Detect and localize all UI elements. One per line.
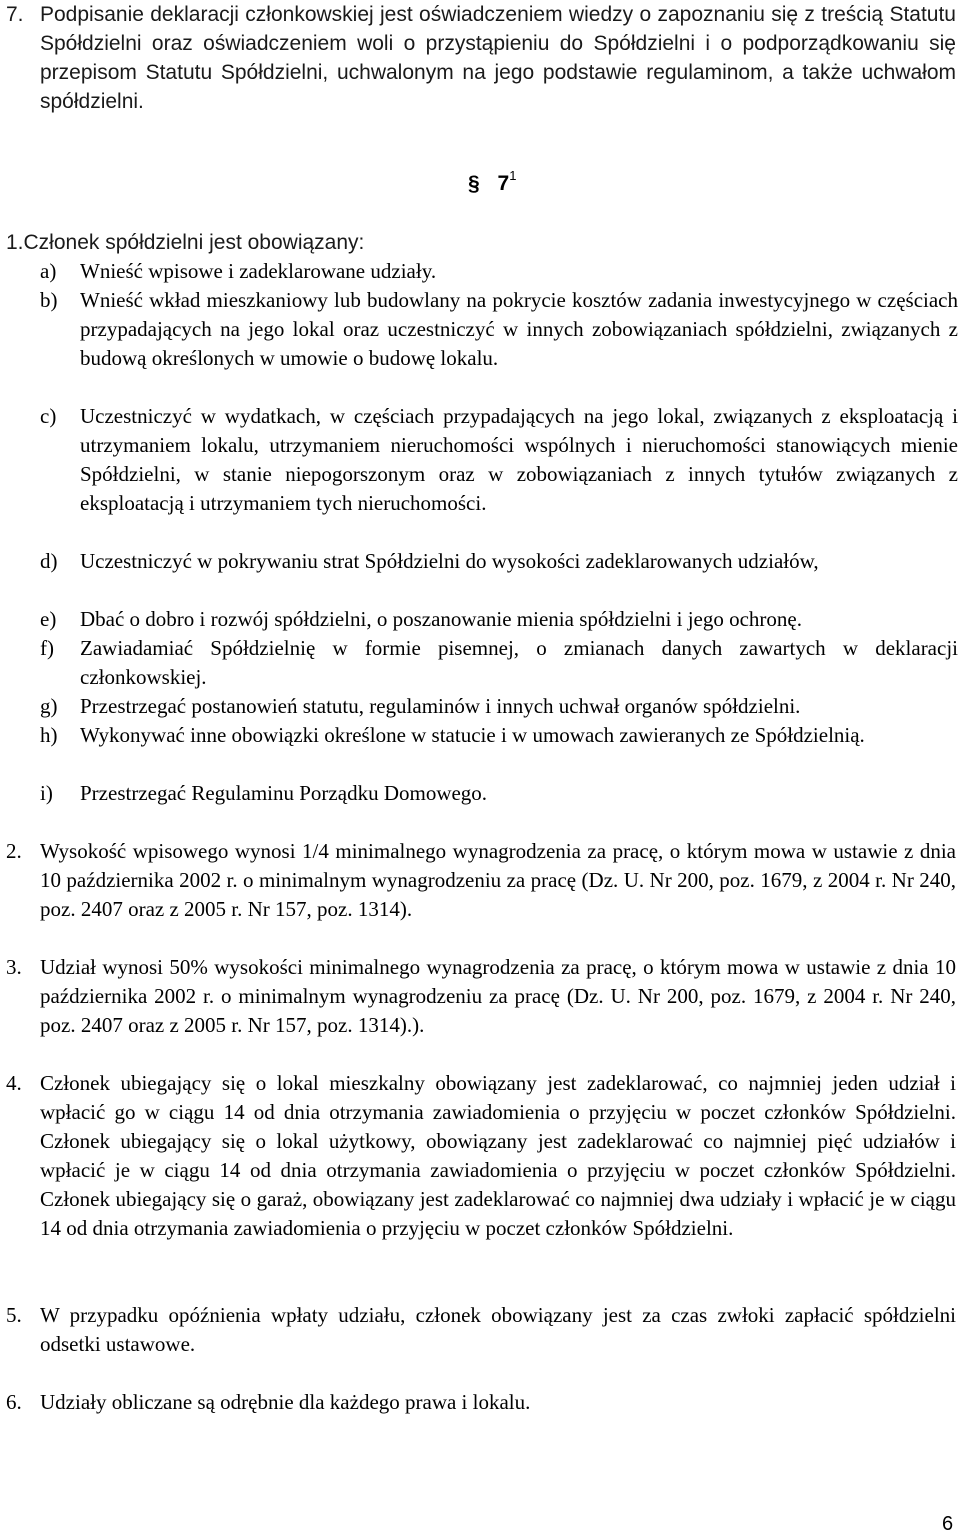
- point-2-number: 2.: [6, 839, 22, 863]
- list-item-label: d): [40, 549, 58, 573]
- list-item-text: Przestrzegać Regulaminu Porządku Domowego.: [80, 781, 488, 805]
- list-item: [40, 605, 958, 634]
- section-number: 7: [497, 172, 510, 195]
- item-7-number: 7.: [6, 3, 24, 26]
- list-item-text: Wykonywać inne obowiązki określone w statucie i w umowach zawieranych ze Spółdzielnią.: [80, 723, 865, 747]
- paragraph-point-4: [6, 1069, 956, 1243]
- list-item-text: Dbać o dobro i rozwój spółdzielni, o poszanowanie mienia spółdzielni i jego ochronę.: [80, 607, 802, 631]
- paragraph-point-5: [6, 1301, 956, 1359]
- list-item: [40, 286, 958, 373]
- paragraph-item-7: [6, 0, 956, 116]
- list-item-label: h): [40, 723, 58, 747]
- list-item-text: Zawiadamiać Spółdzielnię w formie pisemnej, o zmianach danych zawartych w deklaracji członkowskiej.: [80, 636, 958, 689]
- point-1-intro: 1.Członek spółdzielni jest obowiązany:: [6, 231, 365, 254]
- paragraph-point-3: [6, 953, 956, 1040]
- point-6-number: 6.: [6, 1390, 22, 1414]
- point-4-number: 4.: [6, 1071, 22, 1095]
- list-item-text: Uczestniczyć w pokrywaniu strat Spółdzielni do wysokości zadeklarowanych udziałów,: [80, 549, 819, 573]
- paragraph-point-2: [6, 837, 956, 924]
- list-item-label: i): [40, 781, 53, 805]
- page-number: 6: [942, 1513, 954, 1535]
- point-3-number: 3.: [6, 955, 22, 979]
- list-item-text: Wnieść wpisowe i zadeklarowane udziały.: [80, 259, 437, 283]
- list-item: [40, 402, 958, 518]
- list-item: [40, 692, 958, 721]
- list-item-label: g): [40, 694, 58, 718]
- list-item-text: Wnieść wkład mieszkaniowy lub budowlany na pokrycie kosztów zadania inwestycyjnego w częściach przypadających na jego lokal oraz uczestniczyć w innych zobowiązaniach spółdzielni, związanych z budową określonych w umowie o budowę lokalu.: [80, 288, 958, 370]
- list-item: [40, 779, 958, 808]
- section-sign: §: [468, 172, 480, 195]
- point-2-text: Wysokość wpisowego wynosi 1/4 minimalnego wynagrodzenia za pracę, o którym mowa w ustawie z dnia 10 października 2002 r. o minimalnym wynagrodzeniu za pracę (Dz. U. Nr 200, poz. 1679, z 2004 r. Nr 240, poz. 2407 oraz z 2005 r. Nr 157, poz. 1314).: [40, 839, 956, 921]
- list-item: [40, 634, 958, 692]
- point-5-text: W przypadku opóźnienia wpłaty udziału, członek obowiązany jest za czas zwłoki zapłacić spółdzielni odsetki ustawowe.: [40, 1303, 956, 1356]
- point-4-text: Członek ubiegający się o lokal mieszkalny obowiązany jest zadeklarować, co najmniej jeden udział i wpłacić go w ciągu 14 od dnia otrzymania zawiadomienia o przyjęciu w poczet członków Spółdzielni. Członek ubiegający się o lokal użytkowy, obowiązany jest zadeklarować co najmniej pięć udziałów i wpłacić je w ciągu 14 od dnia otrzymania zawiadomienia o przyjęciu w poczet członków Spółdzielni. Członek ubiegający się o garaż, obowiązany jest zadeklarować co najmniej dwa udziały i wpłacić je w ciągu 14 od dnia otrzymania zawiadomienia o przyjęciu w poczet członków Spółdzielni.: [40, 1071, 956, 1240]
- item-7-text: Podpisanie deklaracji członkowskiej jest oświadczeniem wiedzy o zapoznaniu się z treścią Statutu Spółdzielni oraz oświadczeniem woli o przystąpieniu do Spółdzielni i o podporządkowaniu się przepisom Statutu Spółdzielni, uchwalonym na jego podstawie regulaminom, a także uchwałom spółdzielni.: [40, 3, 956, 113]
- list-item: [40, 257, 958, 286]
- list-item-text: Uczestniczyć w wydatkach, w częściach przypadających na jego lokal, związanych z eksploatacją i utrzymaniem lokalu, utrzymaniem nieruchomości wspólnych i nieruchomości stanowiących mienie Spółdzielni, w stanie niepogorszonym oraz w zobowiązaniach z innych tytułów związanych z eksploatacją i utrzymaniem tych nieruchomości.: [80, 404, 958, 515]
- paragraph-point-6: [6, 1388, 956, 1417]
- section-superscript: 1: [509, 168, 517, 183]
- list-item-label: b): [40, 288, 58, 312]
- list-item-text: Przestrzegać postanowień statutu, regulaminów i innych uchwał organów spółdzielni.: [80, 694, 801, 718]
- list-item: [40, 547, 958, 576]
- list-item-label: a): [40, 259, 57, 283]
- list-item-label: e): [40, 607, 57, 631]
- point-3-text: Udział wynosi 50% wysokości minimalnego wynagrodzenia za pracę, o którym mowa w ustawie z dnia 10 października 2002 r. o minimalnym wynagrodzeniu za pracę (Dz. U. Nr 200, poz. 1679, z 2004 r. Nr 240, poz. 2407 oraz z 2005 r. Nr 157, poz. 1314).).: [40, 955, 956, 1037]
- list-item-label: f): [40, 636, 54, 660]
- point-5-number: 5.: [6, 1303, 22, 1327]
- point-6-text: Udziały obliczane są odrębnie dla każdego prawa i lokalu.: [40, 1390, 531, 1414]
- list-item: [40, 721, 958, 750]
- section-heading: [468, 170, 516, 196]
- list-item-label: c): [40, 404, 57, 428]
